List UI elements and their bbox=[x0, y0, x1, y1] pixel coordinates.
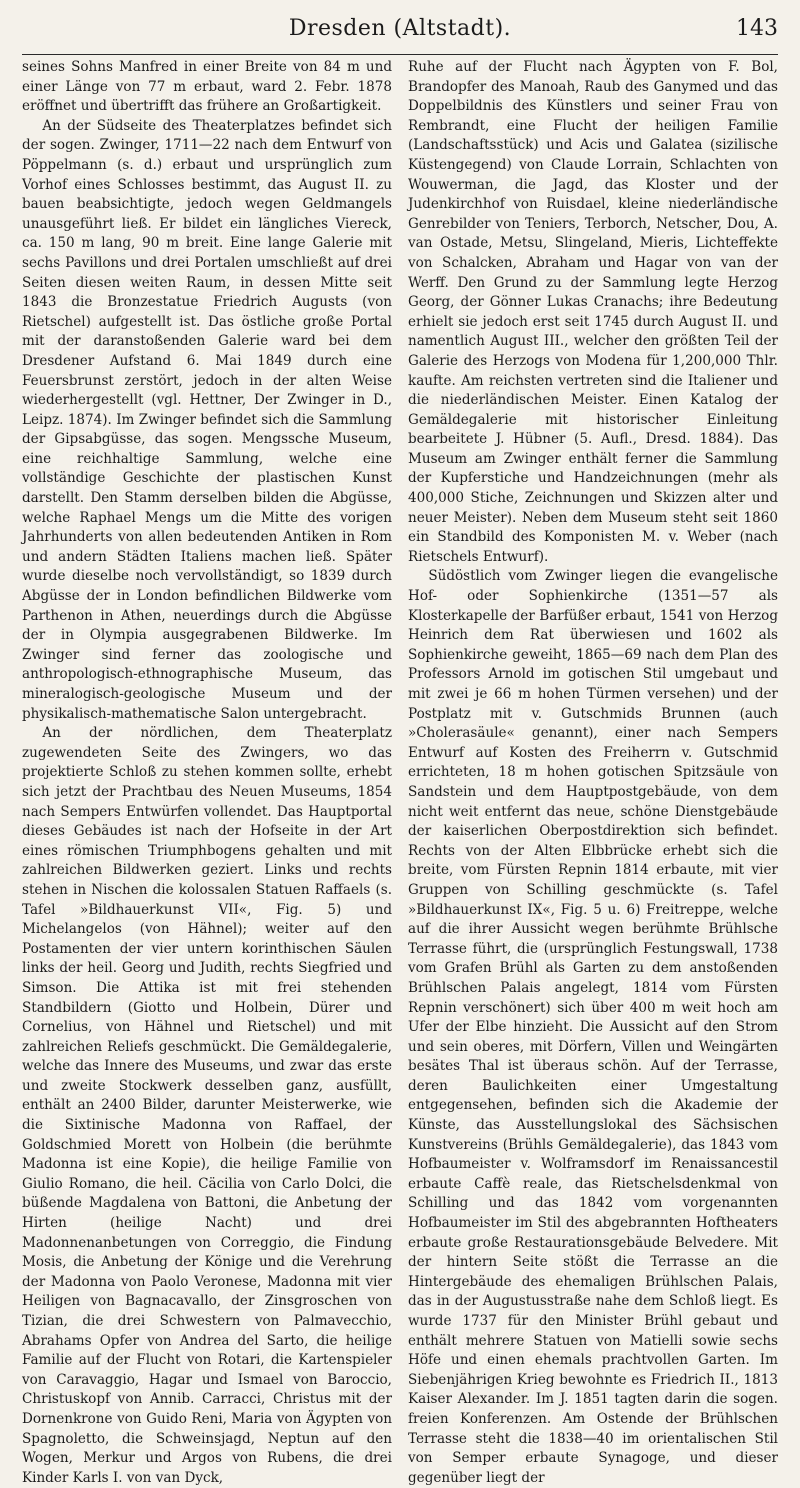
page-header bbox=[22, 10, 778, 55]
paragraph: An der nördlichen, dem Theaterplatz zugewendeten Seite des Zwingers, wo das projektierte Schloß zu stehen kommen sollte, erhebt sich jetzt der Prachtbau des Neuen Museums, 1854 nach Sempers Entwürfen vollendet. Das Hauptportal dieses Gebäudes ist nach der Hofseite in der Art eines römischen Triumphbogens gehalten und mit zahlreichen Bildwerken geziert. Links und rechts stehen in Nischen die kolossalen Statuen Raffaels (s. Tafel »Bildhauerkunst VII«, Fig. 5) und Michelangelos (von Hähnel); weiter auf den Postamenten der vier untern korinthischen Säulen links der heil. Georg und Judith, rechts Siegfried und Simson. Die Attika ist mit frei stehenden Standbildern (Giotto und Holbein, Dürer und Cornelius, von Hähnel und Rietschel) und mit zahlreichen Reliefs geschmückt. Die Gemäldegalerie, welche das Innere des Museums, und zwar das erste und zweite Stockwerk desselben ganz, ausfüllt, enthält an 2400 Bilder, darunter Meisterwerke, wie die Sixtinische Madonna von Raffael, der Goldschmied Morett von Holbein (die berühmte Madonna ist eine Kopie), die heilige Familie von Giulio Romano, die heil. Cäcilia von Carlo Dolci, die büßende Magdalena von Battoni, die Anbetung der Hirten (heilige Nacht) und drei Madonnenanbetungen von Correggio, die Findung Mosis, die Anbetung der Könige und die Verehrung der Madonna von Paolo Veronese, Madonna mit vier Heiligen von Bagnacavallo, der Zinsgroschen von Tizian, die drei Schwestern von Palmavecchio, Abrahams Opfer von Andrea del Sarto, die heilige Familie auf der Flucht von Rotari, die Kartenspieler von Caravaggio, Hagar und Ismael von Baroccio, Christuskopf von Annib. Carracci, Christus mit der Dornenkrone von Guido Reni, Maria von Ägypten von Spagnoletto, die Schweinsjagd, Neptun auf den Wogen, Merkur und Argos von Rubens, die drei Kinder Karls I. von van Dyck, bbox=[22, 725, 392, 1486]
right-column bbox=[408, 58, 778, 1486]
page-number: 143 bbox=[736, 16, 778, 41]
left-column bbox=[22, 58, 392, 1486]
running-title: Dresden (Altstadt). bbox=[288, 16, 512, 41]
paragraph: An der Südseite des Theaterplatzes befindet sich der sogen. Zwinger, 1711—22 nach dem Entwurf von Pöppelmann (s. d.) erbaut und ursprünglich zum Vorhof eines Schlosses bestimmt, das August II. zu bauen beabsichtigte, jedoch wegen Geldmangels unausgeführt ließ. Er bildet ein längliches Viereck, ca. 150 m lang, 90 m breit. Eine lange Galerie mit sechs Pavillons und drei Portalen umschließt auf drei Seiten diesen weiten Raum, in dessen Mitte seit 1843 die Bronzestatue Friedrich Augusts (von Rietschel) aufgestellt ist. Das östliche große Portal mit der daranstoßenden Galerie ward bei dem Dresdener Aufstand 6. Mai 1849 durch eine Feuersbrunst zerstört, jedoch in der alten Weise wiederhergestellt (vgl. Hettner, Der Zwinger in D., Leipz. 1874). Im Zwinger befindet sich die Sammlung der Gipsabgüsse, das sogen. Mengssche Museum, eine reichhaltige Sammlung, welche eine vollständige Geschichte der plastischen Kunst darstellt. Den Stamm derselben bilden die Abgüsse, welche Raphael Mengs um die Mitte des vorigen Jahrhunderts von allen bedeutenden Antiken in Rom und andern Städten Italiens machen ließ. Später wurde dieselbe noch vervollständigt, so 1839 durch Abgüsse der in London befindlichen Bildwerke vom Parthenon in Athen, neuerdings durch die Abgüsse der in Olympia ausgegrabenen Bildwerke. Im Zwinger sind ferner das zoologische und anthropologisch-ethnographische Museum, das mineralogisch-geologische Museum und der physikalisch-mathematische Salon untergebracht. bbox=[22, 117, 392, 722]
paragraph: seines Sohns Manfred in einer Breite von 84 m und einer Länge von 77 m erbaut, ward 2. Febr. 1878 eröffnet und übertrifft das frühere an Großartigkeit. bbox=[22, 59, 392, 115]
paragraph: Ruhe auf der Flucht nach Ägypten von F. Bol, Brandopfer des Manoah, Raub des Ganymed und das Doppelbildnis des Künstlers und seiner Frau von Rembrandt, eine Flucht der heiligen Familie (Landschaftsstück) und Acis und Galatea (sizilische Küstengegend) von Claude Lorrain, Schlachten von Wouwerman, die Jagd, das Kloster und der Judenkirchhof von Ruisdael, kleine niederländische Genrebilder von Teniers, Terborch, Netscher, Dou, A. van Ostade, Metsu, Slingeland, Mieris, Lichteffekte von Schalcken, Abraham und Hagar von van der Werff. Den Grund zu der Sammlung legte Herzog Georg, der Gönner Lukas Cranachs; ihre Bedeutung erhielt sie jedoch erst seit 1745 durch August II. und namentlich August III., welcher den größten Teil der Galerie des Herzogs von Modena für 1,200,000 Thlr. kaufte. Am reichsten vertreten sind die Italiener und die niederländischen Meister. Einen Katalog der Gemäldegalerie mit historischer Einleitung bearbeitete J. Hübner (5. Aufl., Dresd. 1884). Das Museum am Zwinger enthält ferner die Sammlung der Kupferstiche und Handzeichnungen (mehr als 400,000 Stiche, Zeichnungen und Skizzen alter und neuer Meister). Neben dem Museum steht seit 1860 ein Standbild des Komponisten M. v. Weber (nach Rietschels Entwurf). bbox=[408, 59, 778, 565]
paragraph: Südöstlich vom Zwinger liegen die evangelische Hof- oder Sophienkirche (1351—57 als Klosterkapelle der Barfüßer erbaut, 1541 von Herzog Heinrich dem Rat überwiesen und 1602 als Sophienkirche geweiht, 1865—69 nach dem Plan des Professors Arnold im gotischen Stil umgebaut und mit zwei je 66 m hohen Türmen versehen) und der Postplatz mit v. Gutschmids Brunnen (auch »Cholerasäule« genannt), einer nach Sempers Entwurf auf Kosten des Freiherrn v. Gutschmid errichteten, 18 m hohen gotischen Spitzsäule von Sandstein und dem Hauptpostgebäude, von dem nicht weit entfernt das neue, schöne Dienstgebäude der kaiserlichen Oberpostdirektion sich befindet. Rechts von der Alten Elbbrücke erhebt sich die breite, vom Fürsten Repnin 1814 erbaute, mit vier Gruppen von Schilling geschmückte (s. Tafel »Bildhauerkunst IX«, Fig. 5 u. 6) Freitreppe, welche auf die ihrer Aussicht wegen berühmte Brühlsche Terrasse führt, die (ursprünglich Festungswall, 1738 vom Grafen Brühl als Garten zu dem anstoßenden Brühlschen Palais angelegt, 1814 vom Fürsten Repnin verschönert) sich über 400 m weit hoch am Ufer der Elbe hinzieht. Die Aussicht auf den Strom und sein oberes, mit Dörfern, Villen und Weingärten besätes Thal ist überaus schön. Auf der Terrasse, deren Baulichkeiten einer Umgestaltung entgegensehen, befinden sich die Akademie der Künste, das Ausstellungslokal des Sächsischen Kunstvereins (Brühls Gemäldegalerie), das 1843 vom Hofbaumeister v. Wolframsdorf im Renaissancestil erbaute Caffè reale, das Rietschelsdenkmal von Schilling und das 1842 vom vorgenannten Hofbaumeister im Stil des abgebrannten Hoftheaters erbaute große Restaurationsgebäude Belvedere. Mit der hintern Seite stößt die Terrasse an die Hintergebäude des ehemaligen Brühlschen Palais, das in der Augustusstraße nahe dem Schloß liegt. Es wurde 1737 für den Minister Brühl gebaut und enthält mehrere Statuen von Matielli sowie sechs Höfe und einen ehemals prachtvollen Garten. Im Siebenjährigen Krieg bewohnte es Friedrich II., 1813 Kaiser Alexander. Im J. 1851 tagten darin die sogen. freien Konferenzen. Am Ostende der Brühlschen Terrasse steht die 1838—40 im orientalischen Stil von Semper erbaute Synagoge, und dieser gegenüber liegt der bbox=[408, 568, 778, 1486]
text-columns bbox=[22, 58, 778, 1486]
